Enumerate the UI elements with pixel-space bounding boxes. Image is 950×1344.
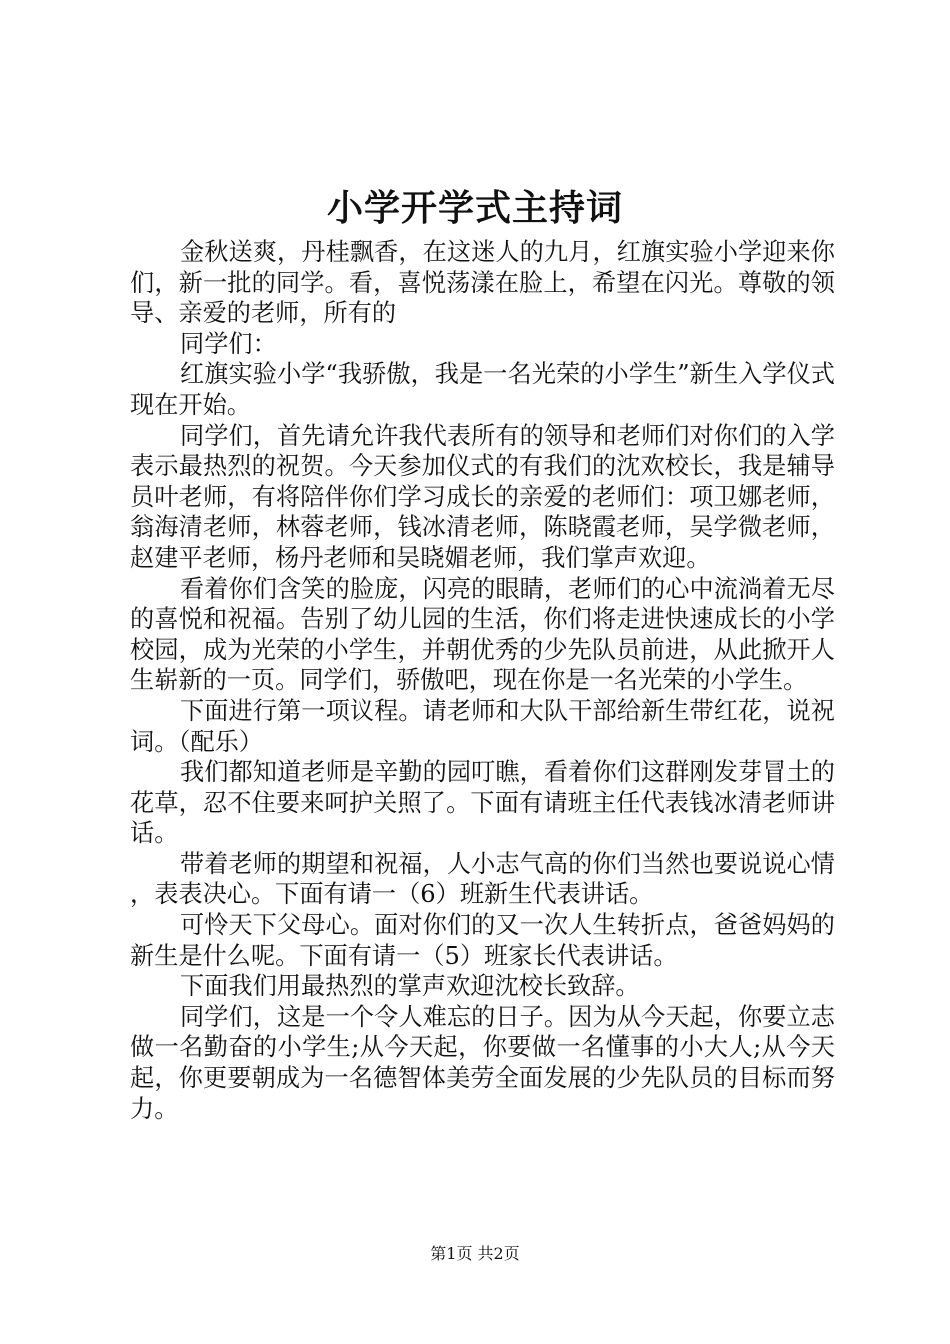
document-title: 小学开学式主持词 — [326, 187, 623, 229]
paragraph-teacher-speech: 我们都知道老师是辛勤的园叮瞧，看着你们这群刚发芽冒土的花草，忍不住要来呵护关照了。下面有请班主任代表钱冰清老师讲话。 — [130, 758, 835, 848]
paragraph-opening: 金秋送爽，丹桂飘香，在这迷人的九月，红旗实验小学迎来你们，新一批的同学。看，喜悦荡漾在脸上，希望在闪光。尊敬的领导、亲爱的老师，所有的 — [130, 238, 835, 328]
paragraph-student-speech: 带着老师的期望和祝福，人小志气高的你们当然也要说说心情，表表决心。下面有请一（6）班新生代表讲话。 — [130, 849, 835, 909]
paragraph-closing: 同学们，这是一个令人难忘的日子。因为从今天起，你要立志做一名勤奋的小学生;从今天起，你要做一名懂事的小大人;从今天起，你更要朝成为一名德智体美劳全面发展的少先队员的目标而努力。 — [130, 1002, 835, 1123]
page-number-footer: 第1页 共2页 — [430, 1244, 520, 1263]
paragraph-parent-speech: 可怜天下父母心。面对你们的又一次人生转折点，爸爸妈妈的新生是什么呢。下面有请一（5）班家长代表讲话。 — [130, 911, 835, 970]
paragraph-greeting: 同学们： — [180, 329, 277, 358]
paragraph-teacher-introduction: 同学们，首先请允许我代表所有的领导和老师们对你们的入学表示最热烈的祝贺。今天参加仪式的有我们的沈欢校长，我是辅导员叶老师，有将陪伴你们学习成长的亲爱的老师们：项卫娜老师，翁海清老师，林蓉老师，钱冰清老师，陈晓霞老师，吴学微老师，赵建平老师，杨丹老师和吴晓媚老师，我们掌声欢迎。 — [130, 421, 835, 572]
paragraph-ceremony-start: 红旗实验小学“我骄傲，我是一名光荣的小学生”新生入学仪式现在开始。 — [130, 360, 835, 419]
document-body — [130, 237, 835, 1124]
paragraph-first-agenda: 下面进行第一项议程。请老师和大队干部给新生带红花，说祝词。（配乐） — [130, 696, 835, 756]
paragraph-principal-speech: 下面我们用最热烈的掌声欢迎沈校长致辞。 — [180, 972, 640, 1001]
paragraph-welcome: 看着你们含笑的脸庞，闪亮的眼睛，老师们的心中流淌着无尽的喜悦和祝福。告别了幼儿园的生活，你们将走进快速成长的小学校园，成为光荣的小学生，并朝优秀的少先队员前进，从此掀开人生崭新的一页。同学们，骄傲吧，现在你是一名光荣的小学生。 — [130, 574, 835, 695]
